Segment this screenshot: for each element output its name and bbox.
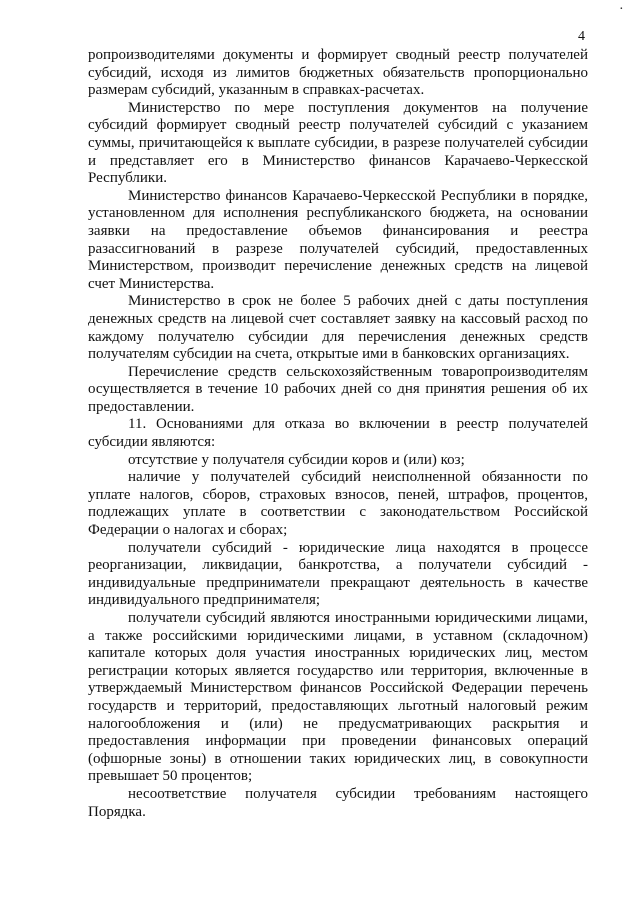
paragraph-transfer-term: Перечисление средств сельскохозяйственным товаропроизводителям осуществляется в течение 10 рабочих дней со дня принятия решения об их предоставлении.	[88, 363, 588, 415]
list-item-tax-debt: наличие у получателей субсидий неисполненной обязанности по уплате налогов, сборов, страховых взносов, пеней, штрафов, процентов, подлежащих уплате в соответствии с законодательством Российской Федерации о налогах и сборах;	[88, 469, 588, 539]
page-number: 4	[578, 29, 585, 44]
paragraph-refusal-grounds-heading: 11. Основаниями для отказа во включении в реестр получателей субсидии являются:	[88, 416, 588, 451]
list-item-noncompliance: несоответствие получателя субсидии требованиям настоящего Порядка.	[88, 785, 588, 820]
paragraph-finance-ministry-transfer: Министерство финансов Карачаево-Черкесской Республики в порядке, установленном для исполнения республиканского бюджета, на основании заявки на предоставление объемов финансирования и реестра разассигнований в разрезе получателей субсидий, предоставленных Министерством, производит перечисление денежных средств на лицевой счет Министерства.	[88, 187, 588, 292]
document-body	[88, 47, 588, 821]
paragraph-continuation: ропроизводителями документы и формирует сводный реестр получателей субсидий, исходя из лимитов бюджетных обязательств пропорционально размерам субсидий, указанным в справках-расчетах.	[88, 47, 588, 99]
paragraph-cash-request: Министерство в срок не более 5 рабочих дней с даты поступления денежных средств на лицевой счет составляет заявку на кассовый расход по каждому получателю субсидии для перечисления денежных средств получателям субсидии на счета, открытые ими в банковских организациях.	[88, 293, 588, 363]
list-item-no-livestock: отсутствие у получателя субсидии коров и (или) коз;	[128, 451, 465, 468]
list-item-reorganization: получатели субсидий - юридические лица находятся в процессе реорганизации, ликвидации, банкротства, а получатели субсидий - индивидуальные предприниматели прекращают деятельность в качестве индивидуального предпринимателя;	[88, 539, 588, 609]
list-item-foreign-entities: получатели субсидий являются иностранными юридическими лицами, а также российскими юридическими лицами, в уставном (складочном) капитале которых доля участия иностранных юридических лиц, местом регистрации которых является государство или территория, включенные в утверждаемый Министерством финансов Российской Федерации перечень государств и территорий, предоставляющих льготный налоговый режим налогообложения и (или) не предусматривающих раскрытия и предоставления информации при проведении финансовых операций (офшорные зоны) в отношении таких юридических лиц, в совокупности превышает 50 процентов;	[88, 610, 588, 785]
paragraph-registry-formation: Министерство по мере поступления документов на получение субсидий формирует сводный реестр получателей субсидий с указанием суммы, причитающейся к выплате субсидии, в разрезе получателей субсидии и представляет его в Министерство финансов Карачаево-Черкесской Республики.	[88, 99, 588, 187]
corner-mark: ·	[619, 2, 624, 17]
